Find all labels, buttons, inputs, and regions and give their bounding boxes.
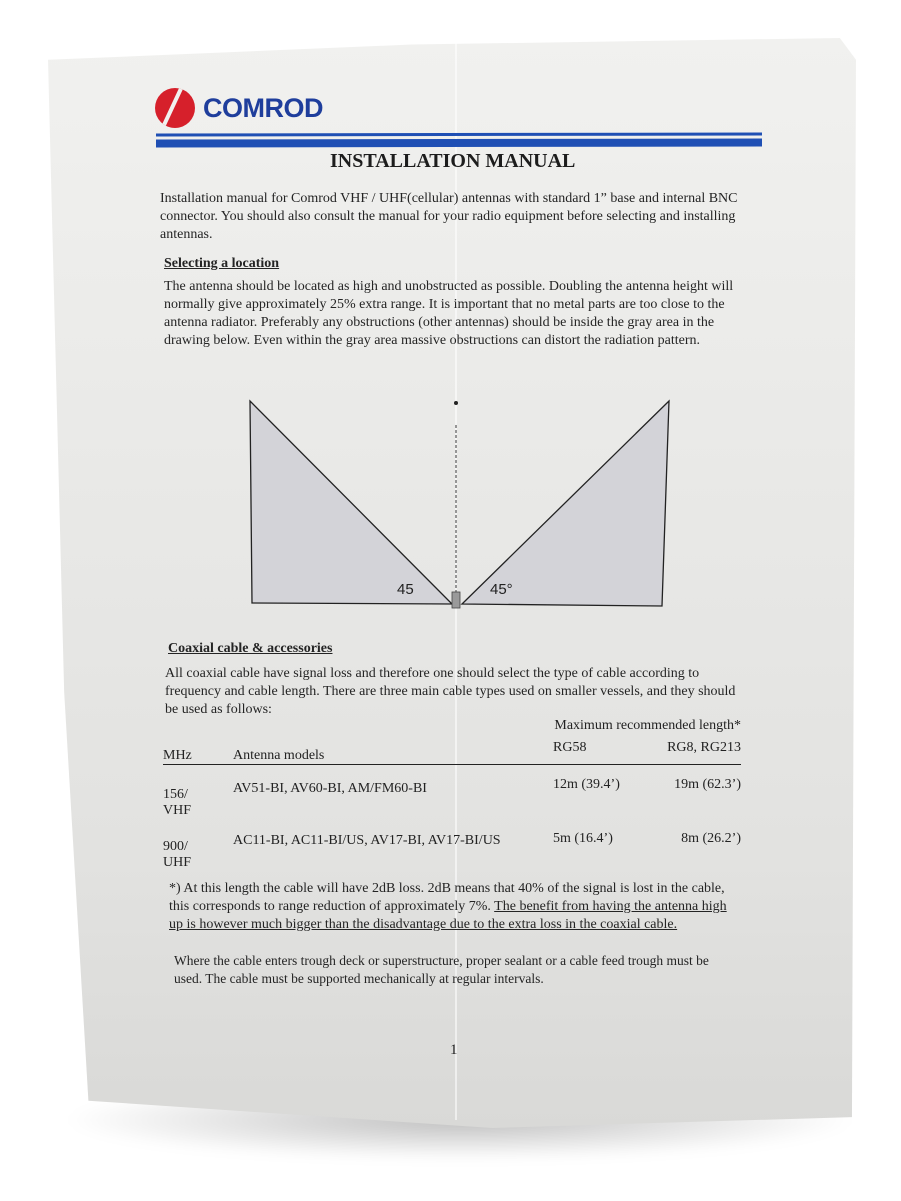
rg8-cell: 8m (26.2’) xyxy=(681,831,741,846)
intro-paragraph: Installation manual for Comrod VHF / UHF(cellular) antennas with standard 1” base and internal BNC connector. You should also consult the manual for your radio equipment before selecting and installing antennas. xyxy=(160,191,738,242)
radiation-diagram-svg xyxy=(240,395,680,615)
footnote-text: *) At this length the cable will have 2dB loss. 2dB means that 40% of the signal is lost in the cable, this corresponds to range reduction of approximately 7%. xyxy=(169,881,725,914)
footnote-emphasis: The benefit from having the antenna high up is however much bigger than the disadvantage due to the extra loss in the coaxial cable. xyxy=(169,899,727,932)
page-title: INSTALLATION MANUAL xyxy=(330,150,576,172)
comrod-logo xyxy=(155,88,323,128)
section-heading-location: Selecting a location xyxy=(164,256,280,271)
table-row xyxy=(163,765,741,820)
table-header-row xyxy=(163,740,741,765)
section-heading-cable: Coaxial cable & accessories xyxy=(168,641,333,656)
column-header-mhz: MHz xyxy=(163,748,192,763)
table-row xyxy=(163,819,741,871)
column-header-rg8: RG8, RG213 xyxy=(667,740,741,755)
mhz-cell xyxy=(163,765,233,820)
mhz-value: 900/ xyxy=(163,839,188,854)
cable-paragraph: All coaxial cable have signal loss and therefore one should select the type of cable according to frequency and cable length. There are three main cable types used on smaller vessels, and they should be used as follows: xyxy=(165,666,736,717)
models-cell: AC11-BI, AC11-BI/US, AV17-BI, AV17-BI/US xyxy=(233,833,501,848)
mhz-value: 156/ xyxy=(163,787,188,802)
column-header-rg58: RG58 xyxy=(553,740,587,755)
rg8-cell: 19m (62.3’) xyxy=(674,777,741,792)
band-value: VHF xyxy=(163,803,192,818)
max-length-header: Maximum recommended length* xyxy=(554,718,741,733)
location-paragraph: The antenna should be located as high and unobstructed as possible. Doubling the antenna height will normally give approximately 25% extra range. It is important that no metal parts are too close to the antenna radiator. Preferably any obstructions (other antennas) should be inside the gray area in the drawing below. Even within the gray area massive obstructions can distort the radiation pattern. xyxy=(164,279,734,348)
rg58-cell: 12m (39.4’) xyxy=(553,777,620,792)
page-number: 1 xyxy=(450,1042,458,1058)
header-rule-thick xyxy=(156,138,762,147)
brand-name: COMROD xyxy=(203,92,323,123)
left-angle-label: 45 xyxy=(397,581,414,598)
footnote-paragraph xyxy=(169,880,734,934)
table-group-header-row xyxy=(163,718,741,740)
right-angle-label: 45° xyxy=(490,581,513,598)
models-cell: AV51-BI, AV60-BI, AM/FM60-BI xyxy=(233,781,427,796)
column-header-models: Antenna models xyxy=(233,748,325,763)
radiation-diagram xyxy=(240,395,680,620)
sealant-note: Where the cable enters trough deck or superstructure, proper sealant or a cable feed trough must be used. The cable must be supported mechanically at regular intervals. xyxy=(174,953,709,986)
cable-length-table xyxy=(163,718,741,871)
mhz-cell xyxy=(163,819,233,871)
band-value: UHF xyxy=(163,855,192,870)
rg58-cell: 5m (16.4’) xyxy=(553,831,613,846)
comrod-logo-icon xyxy=(155,88,195,128)
